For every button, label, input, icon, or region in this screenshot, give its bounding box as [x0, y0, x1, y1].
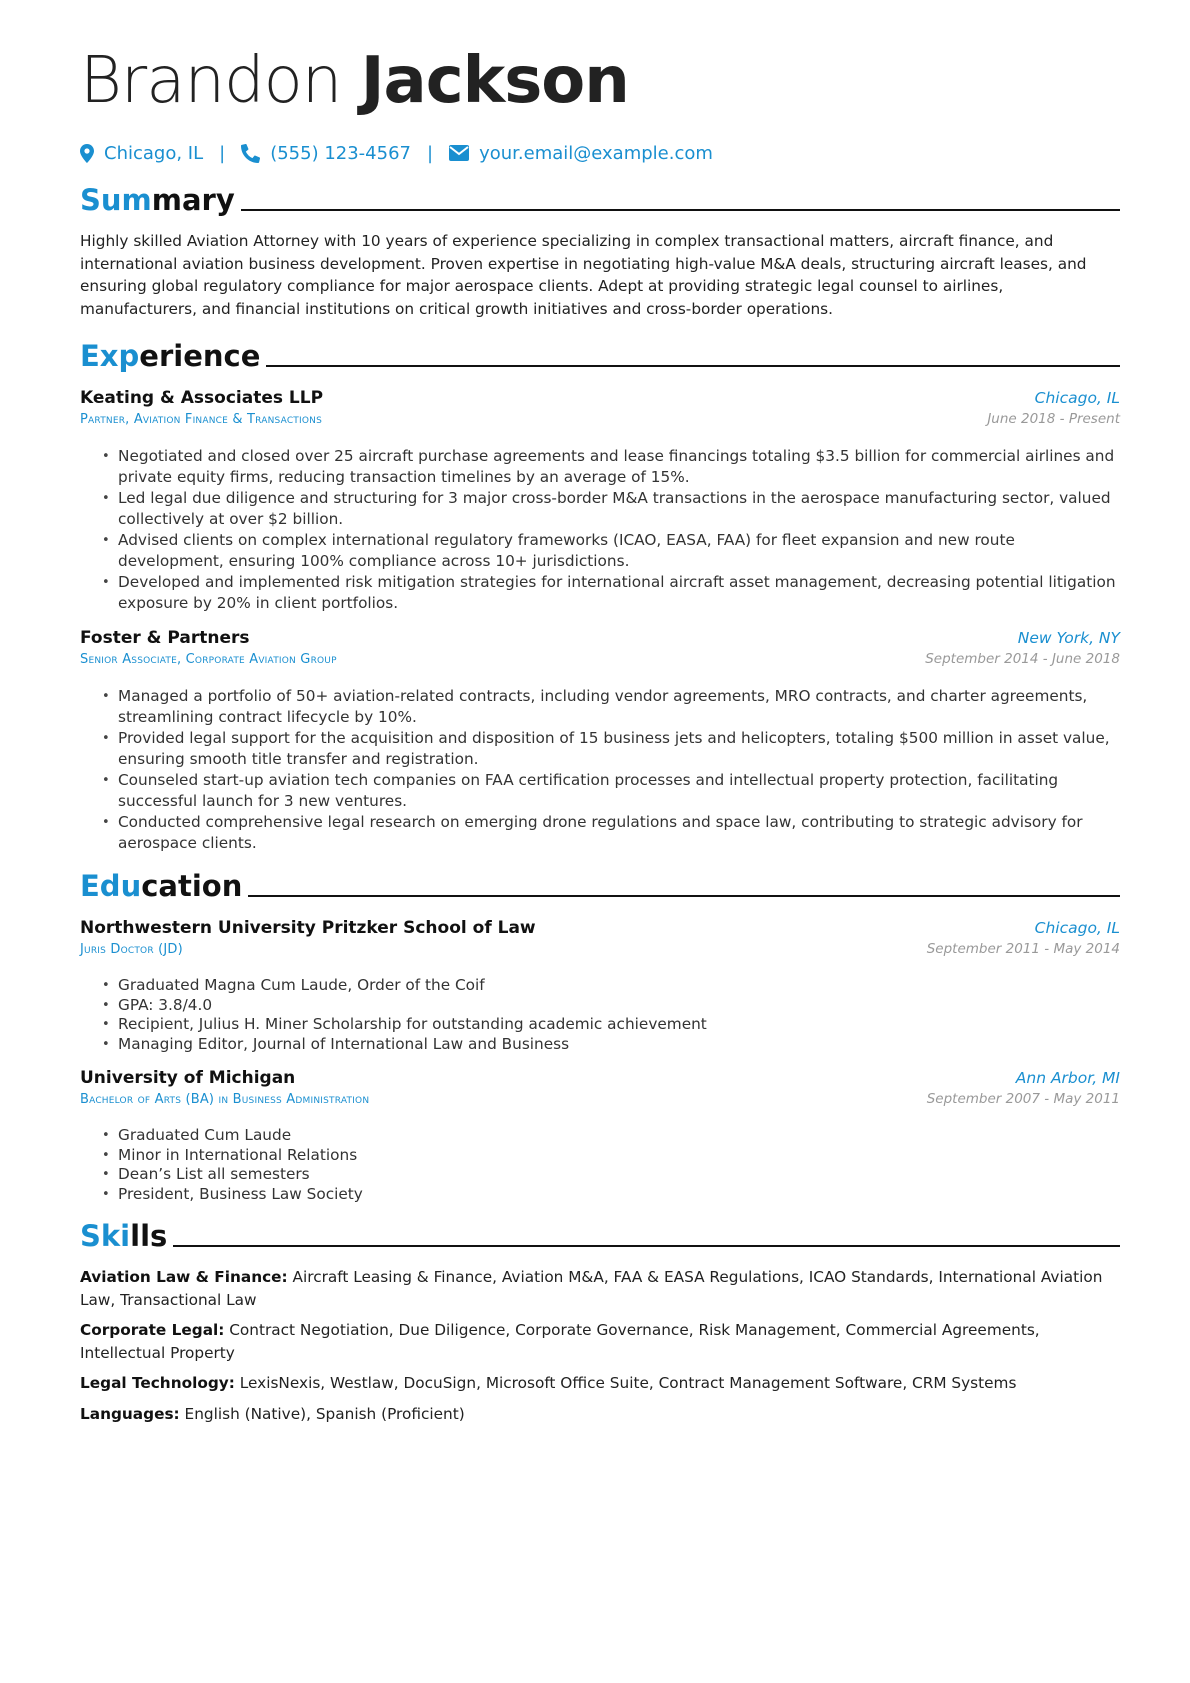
entry-location: Ann Arbor, MI	[1015, 1069, 1120, 1087]
location-text: Chicago, IL	[104, 142, 204, 164]
skill-value: English (Native), Spanish (Proficient)	[184, 1404, 465, 1423]
entry-dates: June 2018 - Present	[987, 411, 1120, 427]
list-item: • Led legal due diligence and structuring for 3 major cross-border M&A transactions in the aerospace manufacturing sector, valued collectively at over $2 billion.	[102, 488, 1120, 530]
job-title: Partner, Aviation Finance & Transactions	[80, 412, 322, 427]
degree: Juris Doctor (JD)	[80, 942, 183, 957]
section-rule	[248, 895, 1120, 897]
list-item: • Conducted comprehensive legal research on emerging drone regulations and space law, contributing to strategic advisory for aerospace clients.	[102, 812, 1120, 854]
section-heading-skills: Skills	[80, 1214, 1120, 1254]
skill-row	[80, 1403, 1120, 1426]
education-entry	[80, 918, 1120, 1054]
list-item: • Dean’s List all semesters	[102, 1165, 1120, 1185]
bullet-list	[80, 446, 1120, 614]
list-item: • Minor in International Relations	[102, 1146, 1120, 1166]
list-item: • Advised clients on complex international regulatory frameworks (ICAO, EASA, FAA) for fleet expansion and new route development, ensuring 100% compliance across 10+ jurisdictions.	[102, 530, 1120, 572]
map-marker-icon	[80, 144, 94, 163]
entry-dates: September 2007 - May 2011	[926, 1091, 1120, 1107]
skill-label: Aviation Law & Finance:	[80, 1268, 288, 1286]
contact-phone[interactable]	[241, 143, 411, 164]
list-item: • Counseled start-up aviation tech companies on FAA certification processes and intellectual property protection, facilitating successful launch for 3 new ventures.	[102, 770, 1120, 812]
skill-value: LexisNexis, Westlaw, DocuSign, Microsoft Office Suite, Contract Management Software, CRM Systems	[239, 1374, 1017, 1392]
skill-row	[80, 1372, 1120, 1395]
summary-text: Highly skilled Aviation Attorney with 10 years of experience specializing in complex transactional matters, aircraft finance, and international aviation business development. Proven expertise in negotiating high-value M&A deals, structuring aircraft leases, and ensuring global regulatory compliance for major aerospace clients. Adept at providing strategic legal counsel to airlines, manufacturers, and financial institutions on critical growth initiatives and cross-border operations.	[80, 232, 1087, 318]
section-heading-summary: Summary	[80, 178, 1120, 218]
skill-row	[80, 1266, 1120, 1311]
section-heading-experience: Experience	[80, 334, 1120, 374]
skill-label: Legal Technology:	[80, 1374, 235, 1392]
list-item: • Managed a portfolio of 50+ aviation-related contracts, including vendor agreements, MRO contracts, and charter agreements, streamlining contract lifecycle by 10%.	[102, 686, 1120, 728]
envelope-icon	[449, 145, 469, 161]
phone-text: (555) 123-4567	[270, 142, 411, 164]
experience-entry	[80, 388, 1120, 614]
bullet-list	[80, 686, 1120, 854]
candidate-name	[80, 36, 1120, 126]
skill-label: Languages:	[80, 1404, 180, 1423]
employer-name: Foster & Partners	[80, 628, 250, 648]
employer-name: Keating & Associates LLP	[80, 388, 324, 408]
degree: Bachelor of Arts (BA) in Business Administration	[80, 1092, 370, 1107]
list-item: • Negotiated and closed over 25 aircraft purchase agreements and lease financings totaling $3.5 billion for commercial airlines and private equity firms, reducing transaction timelines by an average of 15%.	[102, 446, 1120, 488]
list-item: • Provided legal support for the acquisition and disposition of 15 business jets and helicopters, totaling $500 million in asset value, ensuring smooth title transfer and registration.	[102, 728, 1120, 770]
email-link: your.email@example.com	[479, 142, 713, 164]
job-title: Senior Associate, Corporate Aviation Group	[80, 652, 337, 667]
entry-location: New York, NY	[1017, 629, 1120, 647]
list-item: • Recipient, Julius H. Miner Scholarship for outstanding academic achievement	[102, 1015, 1120, 1035]
contact-email[interactable]	[449, 143, 713, 164]
section-rule	[241, 209, 1120, 211]
experience-entry	[80, 628, 1120, 854]
entry-dates: September 2014 - June 2018	[925, 651, 1120, 667]
section-rule	[173, 1245, 1120, 1247]
entry-location: Chicago, IL	[1034, 389, 1120, 407]
skill-row	[80, 1319, 1120, 1364]
skill-value: Contract Negotiation, Due Diligence, Corporate Governance, Risk Management, Commercial Agreements, Intellectual Property	[80, 1321, 1040, 1362]
list-item: • Graduated Magna Cum Laude, Order of the Coif	[102, 976, 1120, 996]
contact-location	[80, 143, 203, 164]
list-item: • President, Business Law Society	[102, 1185, 1120, 1205]
contact-separator: |	[427, 142, 434, 164]
list-item: • Graduated Cum Laude	[102, 1126, 1120, 1146]
contact-separator: |	[219, 142, 226, 164]
last-name: Jackson	[360, 44, 629, 118]
list-item: • Developed and implemented risk mitigation strategies for international aircraft asset management, decreasing potential litigation exposure by 20% in client portfolios.	[102, 572, 1120, 614]
school-name: Northwestern University Pritzker School of Law	[80, 918, 536, 938]
list-item: • GPA: 3.8/4.0	[102, 996, 1120, 1016]
entry-dates: September 2011 - May 2014	[926, 941, 1120, 957]
section-heading-education: Education	[80, 864, 1120, 904]
resume-page	[80, 36, 1120, 1425]
skill-label: Corporate Legal:	[80, 1321, 225, 1339]
skill-value: Aircraft Leasing & Finance, Aviation M&A, FAA & EASA Regulations, ICAO Standards, International Aviation Law, Transactional Law	[80, 1268, 1103, 1309]
school-name: University of Michigan	[80, 1068, 296, 1088]
list-item: • Managing Editor, Journal of International Law and Business	[102, 1035, 1120, 1055]
phone-icon	[241, 144, 260, 163]
entry-location: Chicago, IL	[1034, 919, 1120, 937]
contact-bar	[80, 138, 1120, 168]
bullet-list	[80, 976, 1120, 1054]
first-name: Brandon	[80, 44, 342, 118]
bullet-list	[80, 1126, 1120, 1204]
education-entry	[80, 1068, 1120, 1204]
section-rule	[266, 365, 1120, 367]
